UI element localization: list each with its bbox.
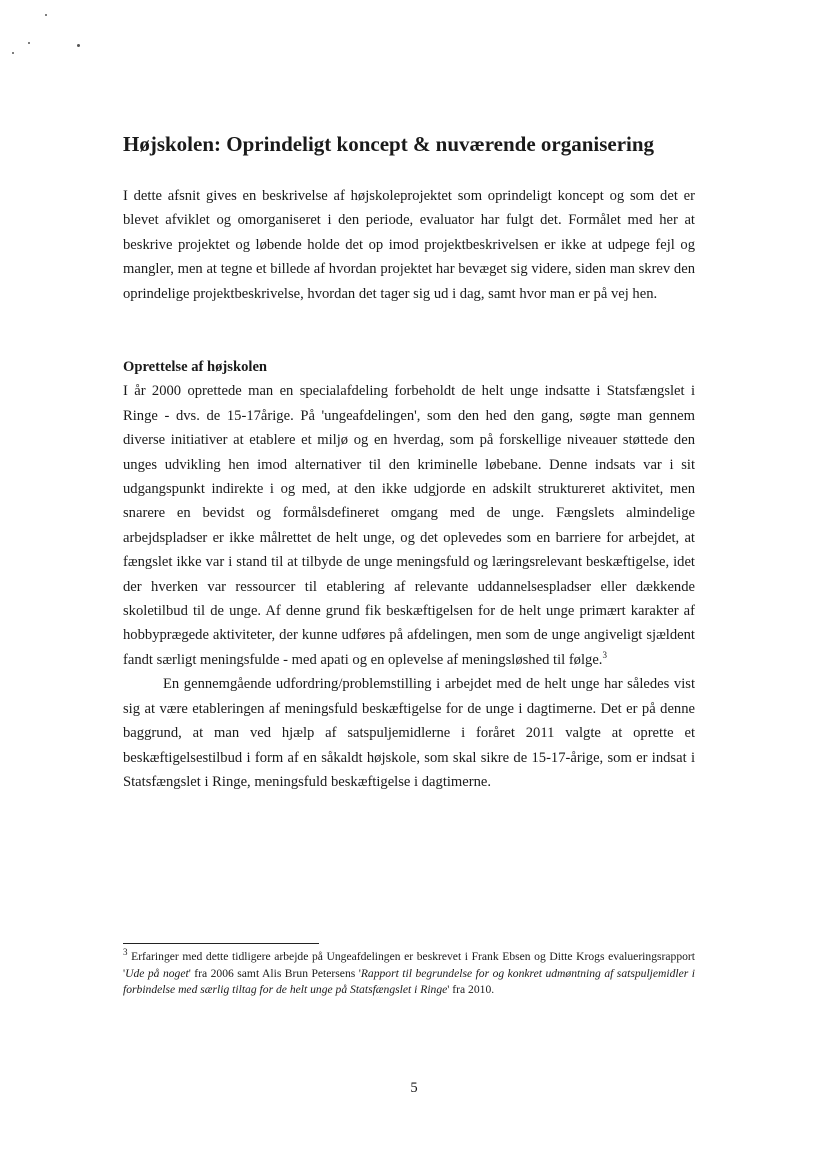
footnote-title-2: Rapport til begrundelse for og konkret udmøntning af satspuljemidler i forbindelse med særlig tiltag for de helt unge på Statsfængslet i Ringe xyxy=(123,966,695,996)
footnote-text-1: Erfaringer med dette tidligere arbejde på Ungeafdelingen er beskrevet i Frank Ebsen og Ditte Krogs evalueringsrapport ' xyxy=(123,950,695,980)
section-heading: Oprettelse af højskolen xyxy=(123,359,268,375)
section-paragraph-1 xyxy=(123,379,695,672)
footnote-marker: 3 xyxy=(123,947,128,958)
page-title: Højskolen: Oprindeligt koncept & nuværende organisering xyxy=(123,132,655,156)
intro-block xyxy=(123,184,695,306)
scan-speck xyxy=(28,42,30,44)
footnote xyxy=(123,949,695,999)
page-number: 5 xyxy=(410,1080,418,1096)
section-paragraph-2: En gennemgående udfordring/problemstilling i arbejdet med de helt unge har således vist sig at være etableringen af meningsfuld beskæftigelse for de unge i dagtimerne. Det er på denne baggrund, at man ved hjælp af satspuljemidlerne i foråret 2011 valgte at oprette et beskæftigelsestilbud i form af en såkaldt højskole, som skal sikre de 15-17-årige, som er indsat i Statsfængslet i Ringe, meningsfuld beskæftigelse i dagtimerne. xyxy=(123,676,695,790)
footnote-reference: 3 xyxy=(602,650,607,661)
scan-speck xyxy=(77,44,80,47)
footnote-text-2: ' fra 2006 samt Alis Brun Petersens ' xyxy=(188,966,361,980)
scan-speck xyxy=(45,14,47,16)
section-paragraph-1-text: I år 2000 oprettede man en specialafdeling forbeholdt de helt unge indsatte i Statsfængslet i Ringe - dvs. de 15-17årige. På 'ungeafdelingen', som den hed den gang, søgte man gennem diverse initiativer at etablere et miljø og en hverdag, som på forskellige niveauer støttede den unges udvikling hen imod alternativer til den kriminelle løbebane. Denne indsats var i sit udgangspunkt indirekte i og med, at den ikke udgjorde en adskilt struktureret aktivitet, men snarere en bevidst og formålsdefineret omgang med de unge. Fængslets almindelige arbejdspladser er ikke målrettet de helt unge, og det oplevedes som en barriere for arbejdet, at fængslet ikke var i stand til at tilbyde de unge meningsfuld og læringsrelevant beskæftigelse, idet der hverken var ressourcer til etablering af relevante uddannelsespladser eller dækkende skoletilbud til de unge. Af denne grund fik beskæftigelsen for de helt unge primært karakter af hobbyprægede aktiviteter, der kunne udføres på afdelingen, men som de unge angiveligt sjældent fandt særligt meningsfulde - med apati og en oplevelse af meningsløshed til følge. xyxy=(123,383,695,668)
section-block xyxy=(123,355,695,794)
scan-speck xyxy=(12,52,14,54)
footnote-separator xyxy=(123,943,319,944)
intro-paragraph: I dette afsnit gives en beskrivelse af højskoleprojektet som oprindeligt koncept og som det er blevet afviklet og omorganiseret i den periode, evaluator har fulgt det. Formålet med her at beskrive projektet og løbende holde det op imod projektbeskrivelsen er ikke at udpege fejl og mangler, men at tegne et billede af hvordan projektet har bevæget sig videre, siden man skrev den oprindelige projektbeskrivelse, hvordan det tager sig ud i dag, samt hvor man er på vej hen. xyxy=(123,188,695,302)
footnote-text-3: ' fra 2010. xyxy=(447,983,495,996)
footnote-title-1: Ude på noget xyxy=(125,966,189,980)
